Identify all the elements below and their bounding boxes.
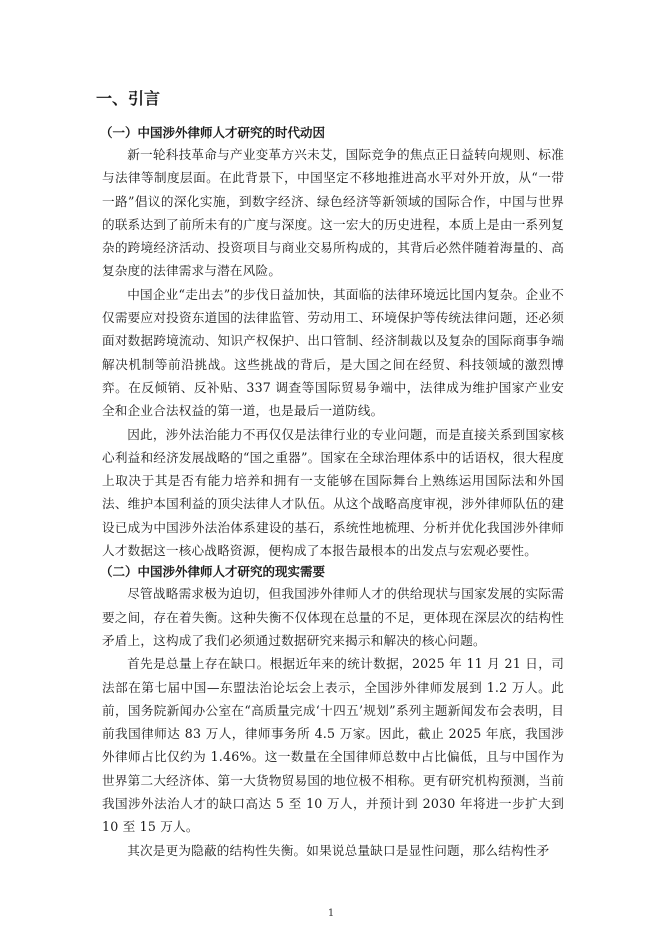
page-content xyxy=(96,88,564,862)
page-number: 1 xyxy=(327,908,335,919)
paragraph: 尽管战略需求极为迫切，但我国涉外律师人才的供给现状与国家发展的实际需要之间，存在着失衡。这种失衡不仅体现在总量的不足，更体现在深层次的结构性矛盾上，这构成了我们必须通过数据研究来揭示和解决的核心问题。 xyxy=(102,586,564,648)
paragraph: 首先是总量上存在缺口。根据近年来的统计数据，2025 年 11 月 21 日，司法部在第七届中国—东盟法治论坛会上表示，全国涉外律师发展到 1.2 万人。此前，国务院新闻办公室在“高质量完成‘十四五’规划”系列主题新闻发布会表明，目前我国律师达 83 万人，律师事务所 4.5 万家。因此，截止 2025 年底，我国涉外律师占比仅约为 1.46%。这一数量在全国律师总数中占比偏低，且与中国作为世界第二大经济体、第一大货物贸易国的地位极不相称。更有研究机构预测，当前我国涉外法治人才的缺口高达 5 至 10 万人，并预计到 2030 年将进一步扩大到 10 至 15 万人。 xyxy=(102,656,564,835)
paragraph: 新一轮科技革命与产业变革方兴未艾，国际竞争的焦点正日益转向规则、标准与法律等制度层面。在此背景下，中国坚定不移地推进高水平对外开放，从“一带一路”倡议的深化实施，到数字经济、绿色经济等新领域的国际合作，中国与世界的联系达到了前所未有的广度与深度。这一宏大的历史进程，本质上是由一系列复杂的跨境经济活动、投资项目与商业交易所构成的，其背后必然伴随着海量的、高复杂度的法律需求与潜在风险。 xyxy=(102,147,564,279)
paragraph: 因此，涉外法治能力不再仅仅是法律行业的专业问题，而是直接关系到国家核心利益和经济发展战略的“国之重器”。国家在全球治理体系中的话语权，很大程度上取决于其是否有能力培养和拥有一支能够在国际舞台上熟练运用国际法和外国法、维护本国利益的顶尖法律人才队伍。从这个战略高度审视，涉外律师队伍的建设已成为中国涉外法治体系建设的基石，系统性地梳理、分析并优化我国涉外律师人才数据这一核心战略资源，便构成了本报告最根本的出发点与宏观必要性。 xyxy=(102,426,564,559)
subsection-title-1: （一）中国涉外律师人才研究的时代动因 xyxy=(100,125,326,140)
section-heading: 一、引言 xyxy=(96,89,161,108)
subsection-title-2: （二）中国涉外律师人才研究的现实需要 xyxy=(100,564,326,580)
paragraph: 中国企业“走出去”的步伐日益加快，其面临的法律环境远比国内复杂。企业不仅需要应对投资东道国的法律监管、劳动用工、环境保护等传统法律问题，还必须面对数据跨境流动、知识产权保护、出口管制、经济制裁以及复杂的国际商事争端解决机制等前沿挑战。这些挑战的背后，是大国之间在经贸、科技领域的激烈博弈。在反倾销、反补贴、337 调查等国际贸易争端中，法律成为维护国家产业安全和企业合法权益的第一道，也是最后一道防线。 xyxy=(102,286,564,419)
paragraph: 其次是更为隐蔽的结构性失衡。如果说总量缺口是显性问题，那么结构性矛 xyxy=(127,842,550,858)
